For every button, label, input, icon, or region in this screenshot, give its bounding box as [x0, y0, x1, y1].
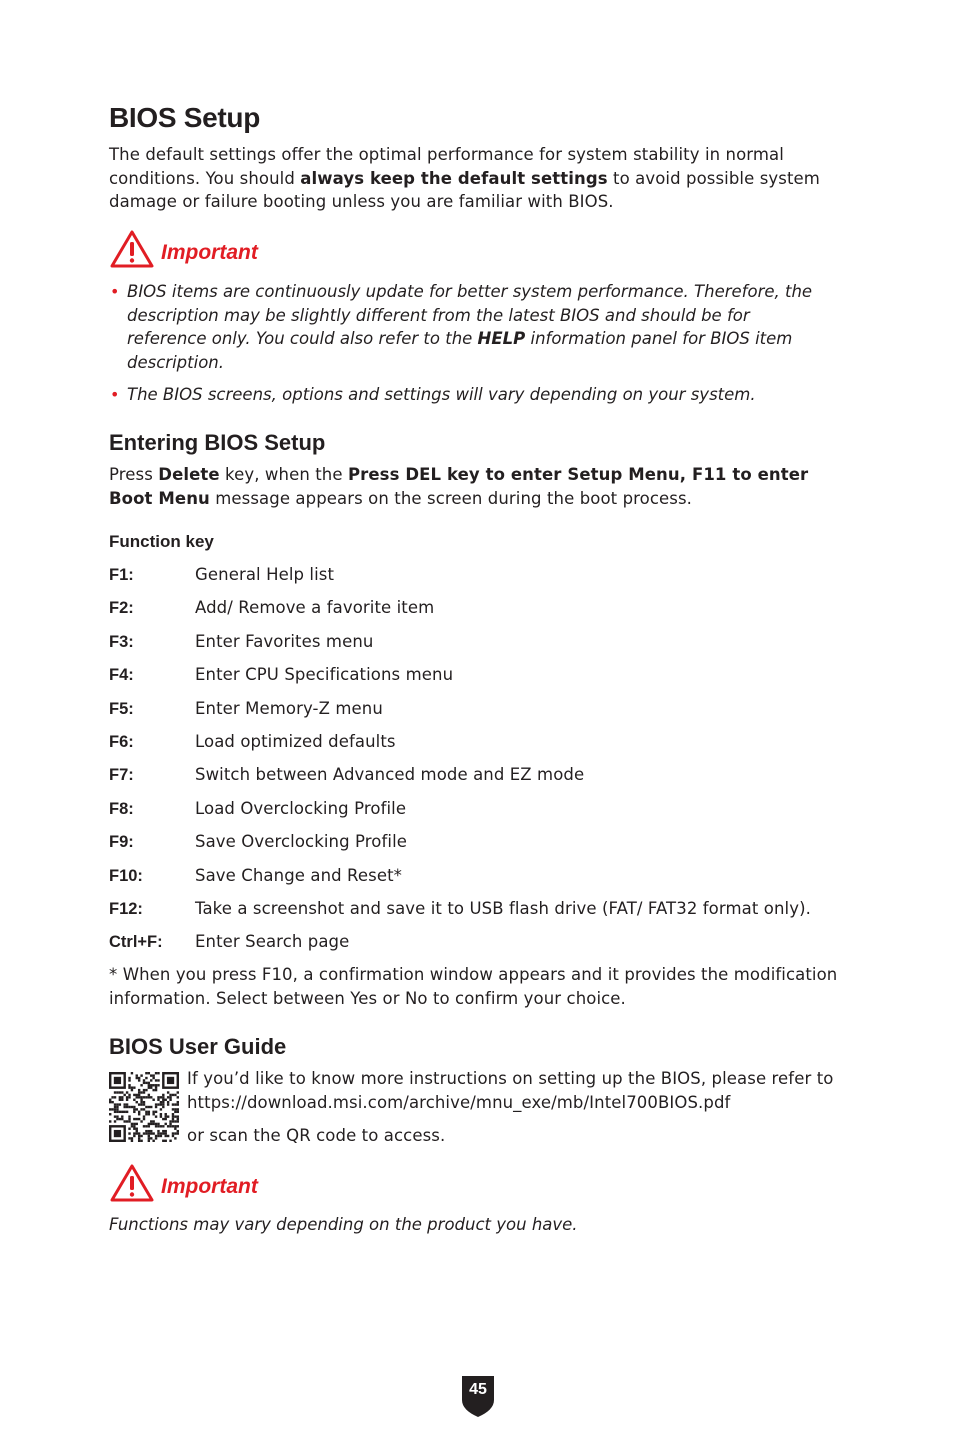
important-bullet-2	[109, 383, 829, 407]
intro-text-end: to avoid possible system damage or failure booting unless you are familiar with BIOS.	[109, 168, 820, 211]
function-key-name: F5:	[109, 699, 134, 718]
function-key-row	[109, 662, 849, 695]
function-key-description: Switch between Advanced mode and EZ mode	[195, 765, 585, 785]
important-bullet-list	[109, 280, 829, 416]
bullet-text: The BIOS screens, options and settings will vary depending on your system.	[127, 385, 756, 404]
function-key-description: Take a screenshot and save it to USB flash drive (FAT/ FAT32 format only).	[195, 898, 811, 918]
page-title: BIOS Setup	[109, 102, 261, 133]
warning-icon	[109, 229, 155, 269]
function-key-row	[109, 729, 849, 762]
delete-key-text: Delete	[158, 465, 220, 484]
function-key-name: F6:	[109, 732, 134, 751]
function-key-description: Load optimized defaults	[195, 731, 396, 751]
guide-line-1: If you’d like to know more instructions on setting up the BIOS, please refer to	[187, 1069, 834, 1088]
intro-bold-text: always keep the default settings	[300, 168, 608, 188]
function-key-description: Enter Favorites menu	[195, 631, 374, 651]
functions-vary-note: Functions may vary depending on the product you have.	[109, 1215, 578, 1234]
bullet-text: BIOS items are continuously update for better system performance. Therefore, the description may be slightly different from the latest BIOS and should be for reference only. You could also refer to the	[127, 282, 813, 348]
intro-text: The default settings offer the optimal performance for system stability in normal conditions. You should	[109, 145, 784, 188]
function-key-row	[109, 696, 849, 729]
intro-paragraph	[109, 143, 849, 214]
function-key-description: Save Change and Reset*	[195, 865, 402, 885]
function-key-list	[109, 562, 849, 963]
function-key-name: F8:	[109, 799, 134, 818]
help-bold-text: HELP	[477, 329, 526, 348]
function-key-name: F9:	[109, 833, 134, 852]
bullet-text-end: information panel for BIOS item description.	[127, 329, 793, 372]
function-key-row	[109, 796, 849, 829]
important-label: Important	[161, 241, 258, 264]
function-key-row	[109, 929, 849, 962]
guide-line-3: or scan the QR code to access.	[187, 1126, 446, 1145]
page-number-badge	[458, 1372, 498, 1418]
function-key-name: Ctrl+F:	[109, 933, 163, 952]
function-key-name: F10:	[109, 866, 143, 885]
press-text: Press	[109, 465, 159, 484]
function-key-name: F12:	[109, 899, 143, 918]
function-key-description: Load Overclocking Profile	[195, 798, 407, 818]
function-key-description: Enter Memory-Z menu	[195, 698, 383, 718]
bullet-icon: •	[110, 282, 120, 301]
function-key-row	[109, 896, 849, 929]
function-key-description: General Help list	[195, 565, 335, 584]
warning-icon	[109, 1163, 155, 1203]
function-key-title: Function key	[109, 532, 214, 551]
function-key-description: Save Overclocking Profile	[195, 832, 408, 852]
function-key-description: Enter Search page	[195, 932, 350, 952]
function-key-name: F7:	[109, 766, 134, 785]
function-key-name: F1:	[109, 566, 134, 584]
bios-user-guide-heading: BIOS User Guide	[109, 1034, 287, 1059]
function-key-row	[109, 762, 849, 795]
entering-bios-heading: Entering BIOS Setup	[109, 430, 326, 455]
bullet-icon: •	[110, 385, 120, 404]
message-end-text: message appears on the screen during the boot process.	[209, 488, 693, 508]
function-key-name: F3:	[109, 632, 134, 651]
important-label: Important	[161, 1175, 258, 1198]
function-key-description: Add/ Remove a favorite item	[195, 598, 435, 618]
function-key-description: Enter CPU Specifications menu	[195, 665, 454, 685]
important-callout-2	[109, 1163, 409, 1207]
guide-url: https://download.msi.com/archive/mnu_exe/mb/Intel700BIOS.pdf	[187, 1093, 731, 1112]
function-key-row	[109, 829, 849, 862]
function-key-name: F2:	[109, 599, 134, 618]
boot-message-text: Press DEL key to enter Setup Menu, F11 to enter Boot Menu	[109, 465, 809, 508]
page-number: 45	[469, 1381, 487, 1398]
f10-footnote: * When you press F10, a confirmation window appears and it provides the modification information. Select between Yes or No to confirm your choice.	[109, 965, 838, 1008]
function-key-name: F4:	[109, 666, 134, 685]
important-callout-1	[109, 229, 409, 273]
function-key-row	[109, 595, 849, 628]
qr-code-icon	[109, 1072, 179, 1142]
function-key-row	[109, 863, 849, 896]
entering-bios-paragraph	[109, 463, 849, 510]
key-when-text: key, when the	[219, 465, 348, 484]
function-key-row	[109, 562, 849, 595]
important-bullet-1	[109, 280, 829, 374]
function-key-row	[109, 629, 849, 662]
